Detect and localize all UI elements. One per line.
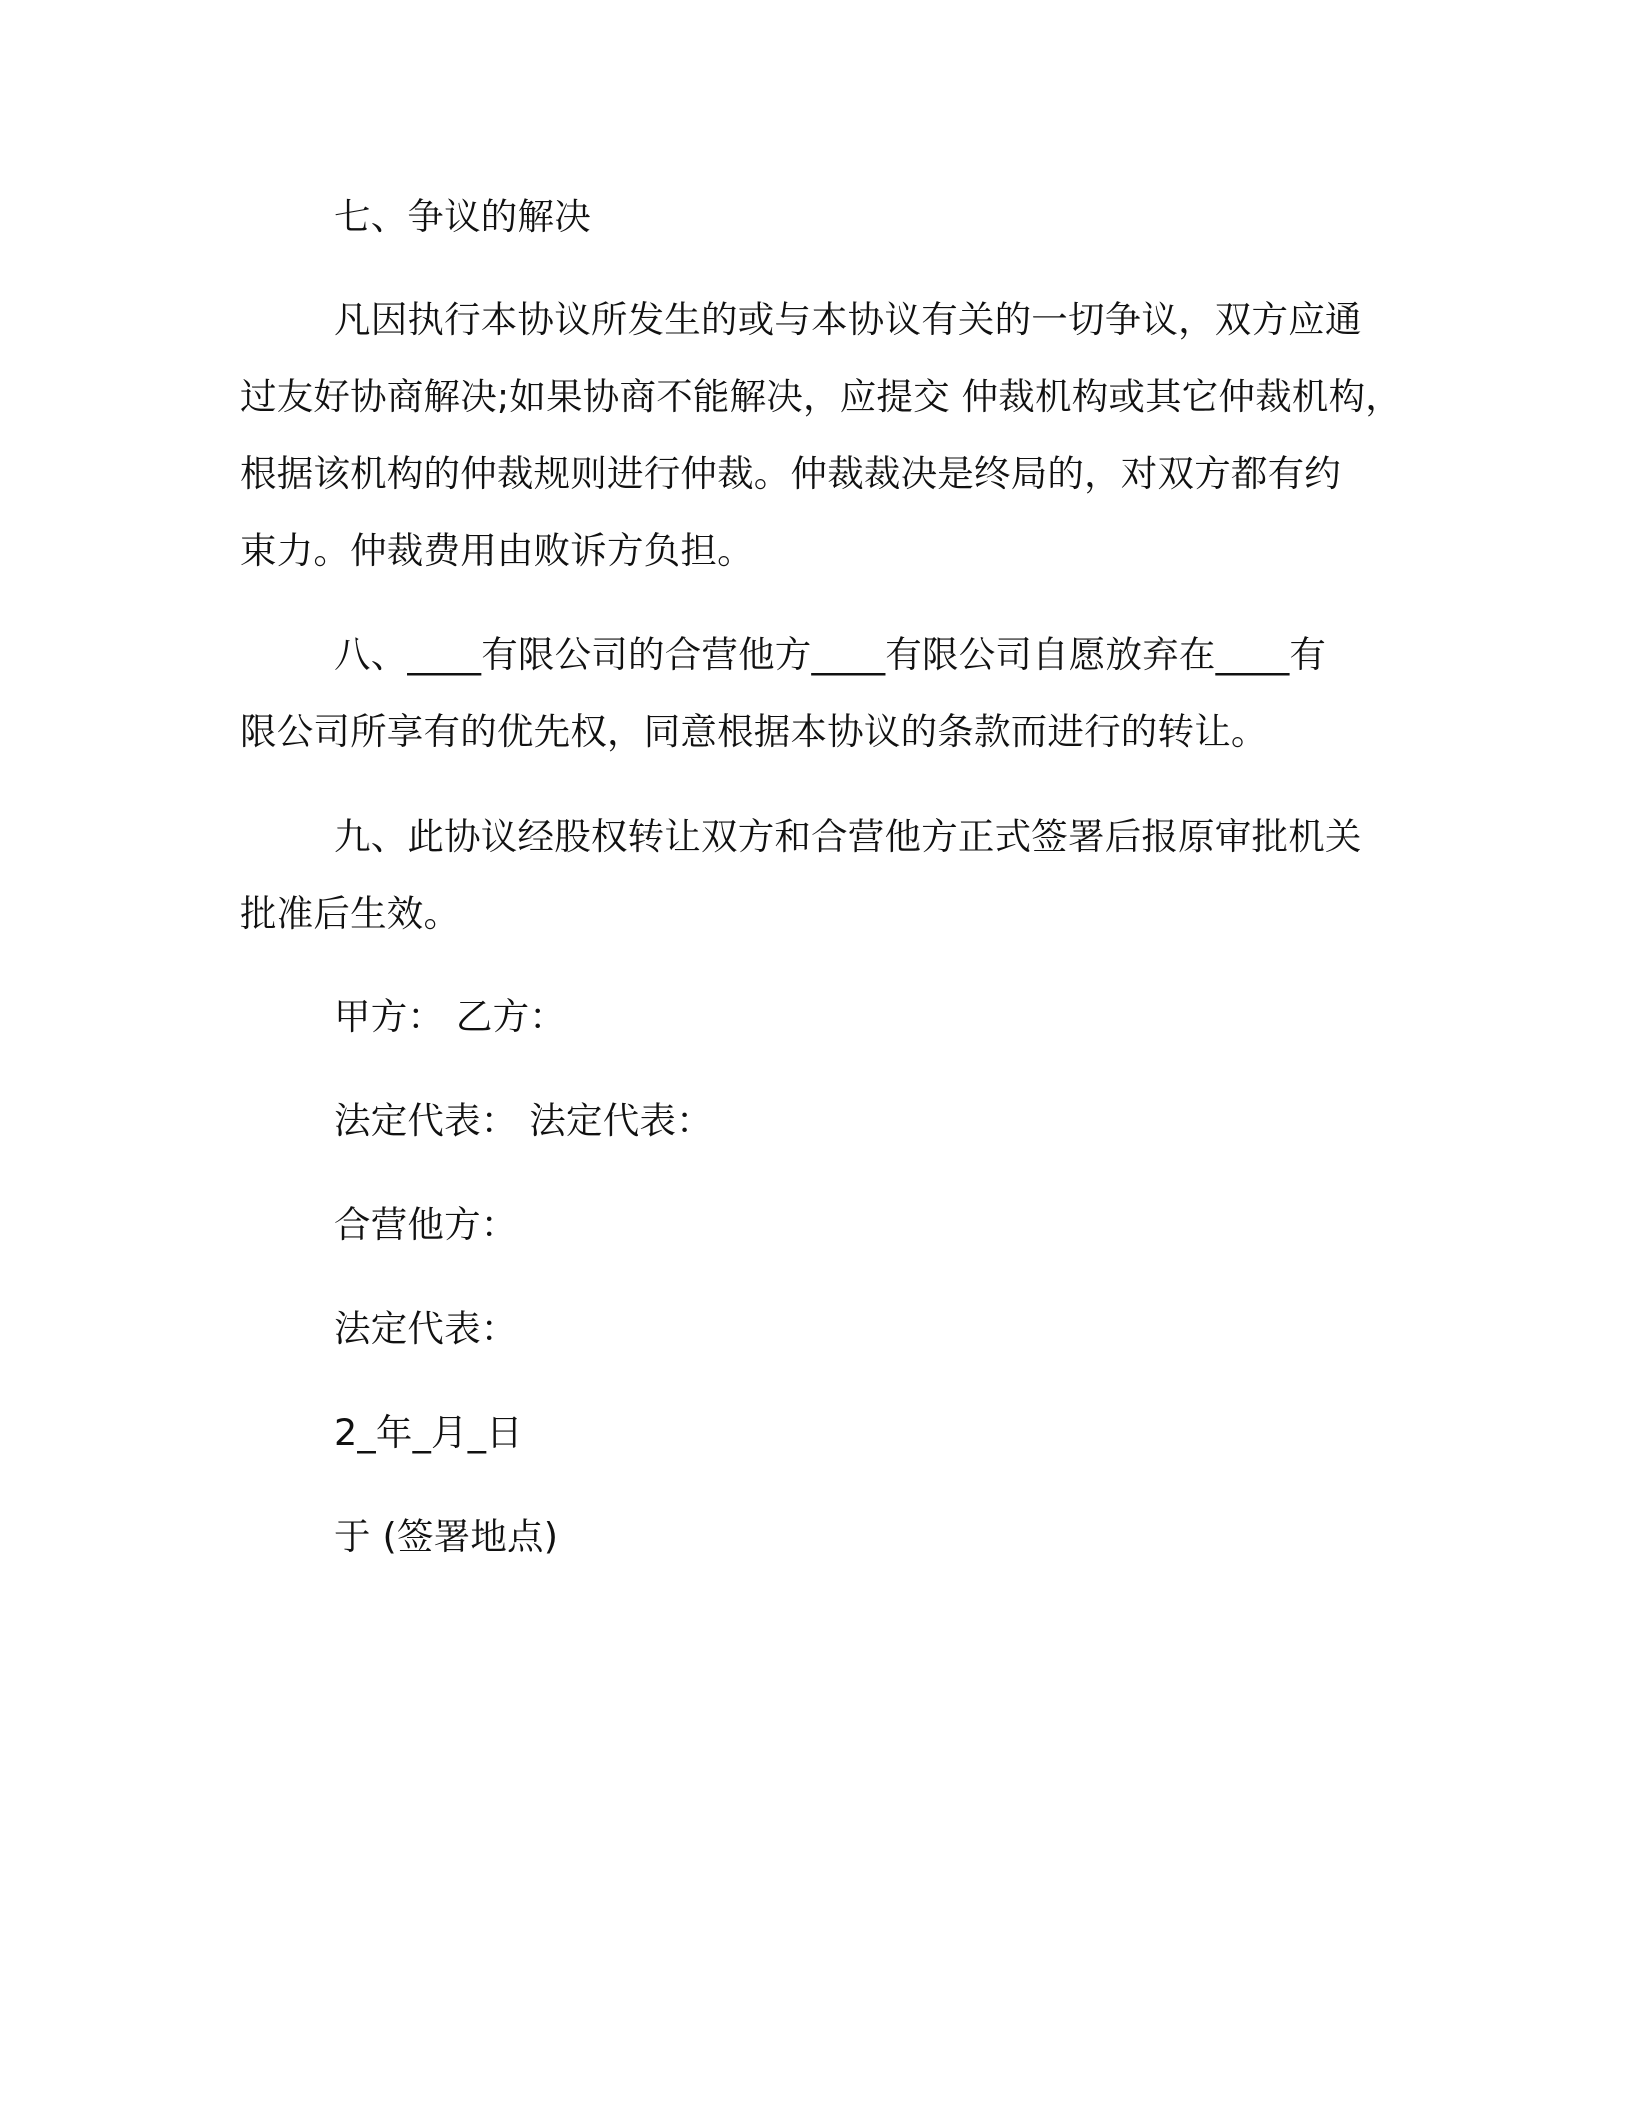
- section-9-line-2: 批准后生效。: [240, 892, 461, 935]
- signature-jv-party: 合营他方：: [334, 1203, 518, 1246]
- section-7-line-4: 束力。仲裁费用由败诉方负担。: [240, 529, 754, 572]
- section-7-line-2: 过友好协商解决;如果协商不能解决，应提交 仲裁机构或其它仲裁机构，: [240, 375, 1402, 418]
- signature-jv-representative: 法定代表：: [334, 1307, 518, 1350]
- section-8-line-1: 八、____有限公司的合营他方____有限公司自愿放弃在____有: [334, 633, 1327, 676]
- signature-place: 于 (签署地点): [334, 1515, 559, 1558]
- section-9-line-1: 九、此协议经股权转让双方和合营他方正式签署后报原审批机关: [334, 815, 1362, 858]
- signature-parties: 甲方： 乙方：: [334, 995, 567, 1038]
- signature-representatives: 法定代表： 法定代表：: [334, 1099, 713, 1142]
- section-8-line-2: 限公司所享有的优先权，同意根据本协议的条款而进行的转让。: [240, 710, 1268, 753]
- section-7-heading: 七、争议的解决: [334, 195, 591, 238]
- section-7-line-1: 凡因执行本协议所发生的或与本协议有关的一切争议，双方应通: [334, 298, 1362, 341]
- signature-date: 2_年_月_日: [334, 1411, 523, 1454]
- section-7-line-3: 根据该机构的仲裁规则进行仲裁。仲裁裁决是终局的，对双方都有约: [240, 452, 1341, 495]
